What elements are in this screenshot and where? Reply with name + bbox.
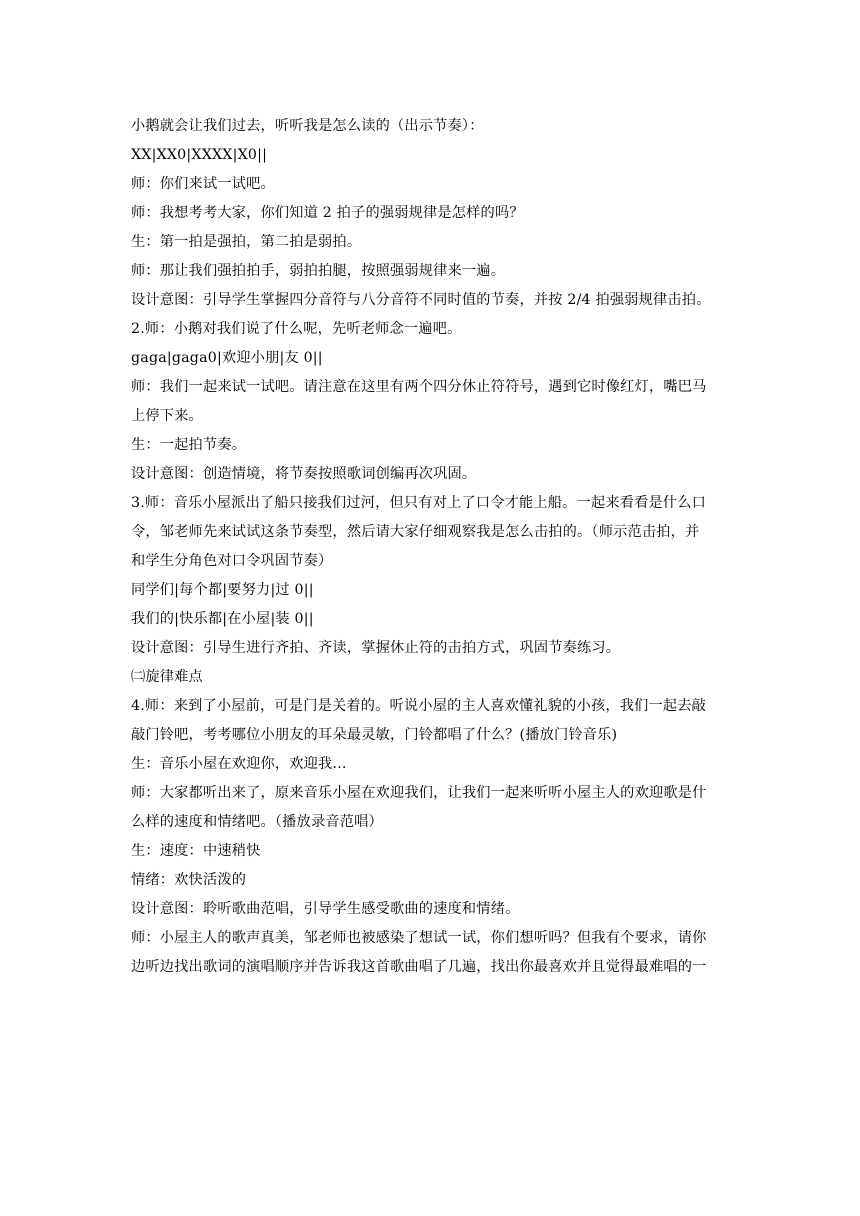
text-line: 2.师：小鹅对我们说了什么呢，先听老师念一遍吧。: [131, 321, 462, 337]
rhythm-notation: gaga|gaga0|欢迎小朋|友 0||: [131, 350, 323, 366]
text-line: 敲门铃吧，考考哪位小朋友的耳朵最灵敏，门铃都唱了什么？(播放门铃音乐): [131, 727, 618, 743]
text-line: 师：我想考考大家，你们知道 2 拍子的强弱规律是怎样的吗？: [131, 205, 524, 221]
text-line: 师：那让我们强拍拍手，弱拍拍腿，按照强弱规律来一遍。: [131, 263, 506, 279]
design-intent: 设计意图：聆听歌曲范唱，引导学生感受歌曲的速度和情绪。: [131, 901, 520, 917]
text-line: 上停下来。: [131, 408, 203, 424]
design-intent: 设计意图：引导生进行齐拍、齐读，掌握休止符的击拍方式，巩固节奏练习。: [131, 640, 621, 656]
text-line: 师：我们一起来试一试吧。请注意在这里有两个四分休止符符号，遇到它时像红灯，嘴巴马: [131, 379, 707, 395]
text-line: 边听边找出歌词的演唱顺序并告诉我这首歌曲唱了几遍，找出你最喜欢并且觉得最难唱的一: [131, 959, 707, 975]
text-line: 情绪：欢快活泼的: [131, 872, 247, 888]
document-body: [131, 112, 731, 982]
text-line: 4.师：来到了小屋前，可是门是关着的。听说小屋的主人喜欢懂礼貌的小孩，我们一起去敲: [131, 698, 707, 714]
text-line: 3.师：音乐小屋派出了船只接我们过河，但只有对上了口令才能上船。一起来看看是什么口: [131, 495, 707, 511]
text-line: 令，邹老师先来试试这条节奏型，然后请大家仔细观察我是怎么击拍的。（师示范击拍，并: [131, 524, 700, 540]
rhythm-notation: 我们的|快乐都|在小屋|装 0||: [131, 611, 314, 627]
text-line: 生：速度：中速稍快: [131, 843, 261, 859]
rhythm-notation: 同学们|每个都|要努力|过 0||: [131, 582, 314, 598]
section-heading: ㈡旋律难点: [131, 669, 203, 685]
text-line: 小鹅就会让我们过去，听听我是怎么读的（出示节奏）：: [131, 118, 484, 134]
text-line: 师：你们来试一试吧。: [131, 176, 275, 192]
text-line: 师：大家都听出来了，原来音乐小屋在欢迎我们，让我们一起来听听小屋主人的欢迎歌是什: [131, 785, 707, 801]
design-intent: 设计意图：创造情境，将节奏按照歌词创编再次巩固。: [131, 466, 477, 482]
rhythm-notation: XX|XX0|XXXX|X0||: [131, 147, 268, 163]
text-line: 么样的速度和情绪吧。（播放录音范唱）: [131, 814, 383, 830]
text-line: 生：一起拍节奏。: [131, 437, 247, 453]
text-line: 生：第一拍是强拍，第二拍是弱拍。: [131, 234, 362, 250]
text-line: 生：音乐小屋在欢迎你，欢迎我...: [131, 756, 347, 772]
text-line: 和学生分角色对口令巩固节奏）: [131, 553, 333, 569]
text-line: 师：小屋主人的歌声真美，邹老师也被感染了想试一试，你们想听吗？但我有个要求，请你: [131, 930, 707, 946]
design-intent: 设计意图：引导学生掌握四分音符与八分音符不同时值的节奏，并按 2/4 拍强弱规律击拍。: [131, 292, 711, 308]
